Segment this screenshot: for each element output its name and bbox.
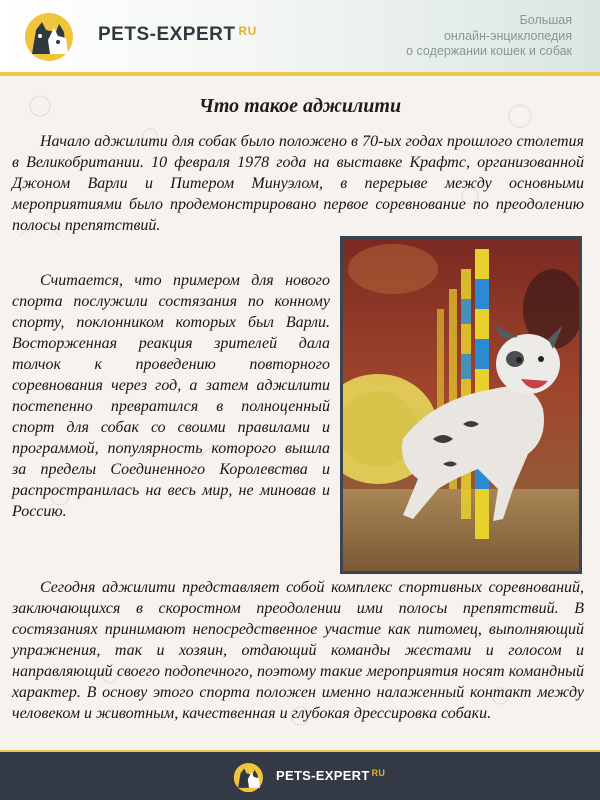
tagline-line: Большая (519, 13, 572, 27)
logo-name: PETS-EXPERT (98, 24, 236, 45)
footer-logo-suffix: RU (371, 768, 386, 778)
footer-divider (0, 750, 600, 752)
logo-text[interactable] (98, 24, 257, 46)
tagline (406, 13, 572, 60)
footer-logo-icon[interactable] (232, 761, 266, 793)
site-footer (0, 750, 600, 800)
site-header (0, 0, 600, 72)
footer-logo-text[interactable] (276, 768, 385, 783)
article-paragraph: Считается, что примером для нового спорта послужили состязания по конному спорту, поклонником которых был Варли. Восторженная реакция зрителей дала толчок к проведению повторного соревнования через год, а затем аджилити постепенно превратился в полноценный спорт для собак со своими правилами и программой, популярность которого вышла за пределы Соединенного Королевства и распространилась на весь мир, не миновав и Россию. (12, 272, 330, 520)
logo-suffix: RU (238, 24, 257, 38)
article-title: Что такое аджилити (198, 95, 402, 117)
article-paragraph: Сегодня аджилити представляет собой комплекс спортивных соревнований, заключающихся в скоростном преодолении ими полосы препятствий. В состязаниях принимают непосредственное участие как питомец, выполняющий упражнения, так и хозяин, отдающий команды жестами и голосом и направляющий своего подопечного, поэтому такие мероприятия носят командный характер. В основу этого спорта положен именно налаженный контакт между человеком и животным, качественная и глубокая дрессировка собаки. (12, 579, 584, 722)
tagline-line: о содержании кошек и собак (406, 44, 572, 58)
article-paragraph: Начало аджилити для собак было положено в 70-ых годах прошлого столетия в Великобритании. 10 февраля 1978 года на выставке Крафтс, организованной Джоном Варли и Питером Минуэлом, в перерыве между основными мероприятиями было продемонстрировано первое соревнование по преодолению полосы препятствий. (12, 133, 584, 234)
pets-logo-icon[interactable] (22, 10, 78, 62)
footer-logo-name: PETS-EXPERT (276, 768, 370, 783)
dog-agility-photo (340, 236, 582, 574)
tagline-line: онлайн-энциклопедия (443, 28, 572, 43)
